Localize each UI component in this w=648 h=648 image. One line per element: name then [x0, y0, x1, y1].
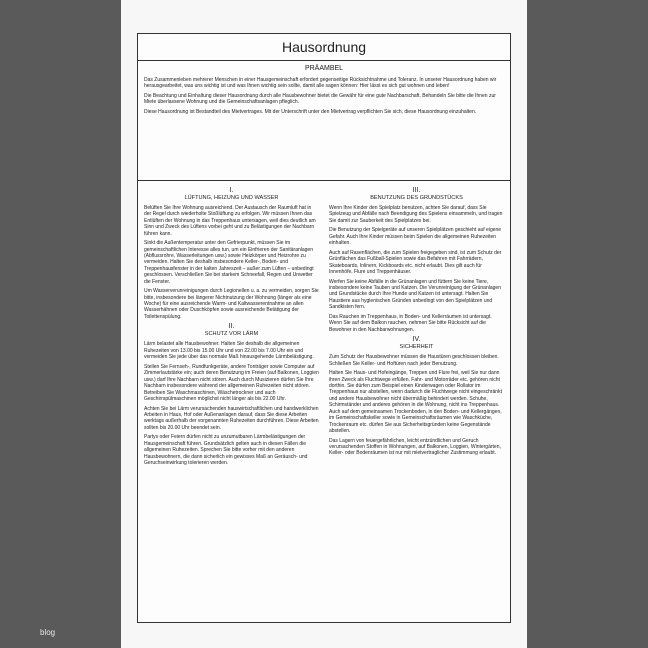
preamble-section — [138, 61, 510, 181]
paragraph: Das Rauchen im Treppenhaus, in Boden- und Kellerräumen ist untersagt. Wenn Sie auf dem Balkon rauchen, nehmen Sie bitte Rücksicht auf die Bewohner in den Nachbarwohnungen. — [329, 313, 492, 333]
watermark-label: blog — [40, 628, 56, 637]
title-bar — [138, 34, 510, 61]
section-heading-ventilation: LÜFTUNG, HEIZUNG UND WASSER — [184, 195, 279, 201]
paragraph: Halten Sie Haus- und Hofeingänge, Treppen und Flure frei, weil Sie nur dann ihren Zweck als Fluchtwege erfüllen. Fahr- und Motorräder etc. gehören nicht dorthin. Sie dürfen zum Beispiel einen Kinderwagen oder Rollator im Treppenhaus nur abstellen, wenn dadurch die Fluchtwege nicht eingeschränkt und andere Hausbewohner nicht übermäßig behindert werden. Schuhe, Schirmständer und anderes gehören in die Wohnung, nicht ins Treppenhaus. Auch auf dem gemeinsamen Trockenboden, in den Boden- und Kellergängen, im Gemeinschaftskeller sowie in Gemeinschaftsräumen wie Waschküche, Trockenraum etc. dürfen Sie aus Sicherheitsgründen keine Gegenstände abstellen. — [329, 370, 502, 434]
section-heading-safety: SICHERHEIT — [399, 344, 434, 351]
paragraph: Stellen Sie Fernseh-, Rundfunkgeräte, andere Tonträger sowie Computer auf Zimmerlautstärke ein; auch deren Benutzung im Freien (auf Balkonen, Loggien usw.) darf Ihre Nachbarn nicht stören. Auch durch Musizieren dürfen Sie Ihre Nachbarn insbesondere während der allgemeinen Ruhezeiten nicht stören. Betreiben Sie Waschmaschinen, Wäschetrockner und auch Geschirrspülmaschinen möglichst nicht länger als bis 22.00 Uhr. — [144, 363, 319, 402]
section-numeral: I. — [229, 187, 234, 194]
paragraph: Achten Sie bei Lärm verursachenden hauswirtschaftlichen und handwerklichen Arbeiten in Haus, Hof oder Außenanlagen darauf, dass Sie diese Arbeiten werktags außerhalb der vorgenannten Ruhezeiten durchführen. Diese Arbeiten sollten bis 20.00 Uhr beendet sein. — [144, 405, 319, 431]
paragraph: Belüften Sie Ihre Wohnung ausreichend. Der Austausch der Raumluft hat in der Regel durch wiederholte Stoßlüftung zu erfolgen. Wir müssen Ihnen das Entlüften der Wohnung in das Treppenhaus untersagen, weil dies deutlich am Sinn und Zweck des Lüftens vorbei geht und zu Belästigungen der Nachbarn führen kann. — [144, 205, 316, 237]
left-column — [144, 187, 324, 470]
paragraph: Lärm belastet alle Hausbewohner. Halten Sie deshalb die allgemeinen Ruhezeiten von 13.00 bis 15.00 Uhr und von 22.00 bis 7.00 Uhr ein und vermeiden Sie jede über das normale Maß hinausgehende Lärmbelästigung. — [144, 341, 314, 361]
paragraph: Partys oder Feiern dürfen nicht zu unzumutbaren Lärmbelästigungen der Hausgemeinschaft führen. Grundsätzlich gelten auch in diesen Fällen die allgemeinen Ruhezeiten. Sprechen Sie bitte vorher mit den anderen Hausbewohnern, die dann sicherlich ein gewisses Maß an Geräusch- und Geruchseinwirkung tolerieren werden. — [144, 434, 308, 466]
section-numeral: III. — [412, 187, 421, 194]
section-numeral: IV. — [412, 336, 421, 344]
paragraph: Um Wasserverunreinigungen durch Legionellen u. a. zu vermeiden, sorgen Sie bitte, insbesondere bei längerer Nichtnutzung der Wohnung (länger als eine Woche) für eine ausreichende Warm- und Kaltwasserentnahme an allen Wasserhähnen oder Duschköpfen sowie ausreichende Betätigung der Toilettenspülung. — [144, 288, 319, 320]
two-column-body — [138, 181, 510, 470]
section-heading-property-use: BENUTZUNG DES GRUNDSTÜCKS — [370, 195, 463, 201]
paragraph: Die Benutzung der Spielgeräte auf unseren Spielplätzen geschieht auf eigene Gefahr. Auch Ihre Kinder müssen beim Spielen die allgemeinen Ruhezeiten einhalten. — [329, 227, 502, 247]
preamble-heading: PRÄAMBEL — [304, 65, 344, 72]
paragraph: Diese Hausordnung ist Bestandteil des Mietvertrages. Mit der Unterschrift unter den Mietvertrag verpflichten Sie sich, diese Hausordnung einzuhalten. — [144, 109, 477, 115]
paragraph: Das Lagern von feuergefährlichen, leicht entzündlichen und Geruch verursachenden Stoffen in Wohnungen, auf Balkonen, Loggien, Wintergärten, Keller- oder Bodenräumen ist nur mit mietvertraglicher Zustimmung erlaubt. — [329, 437, 501, 457]
paragraph: Zum Schutz der Hausbewohner müssen die Haustüren geschlossen bleiben. Schließen Sie Keller- und Hoftüren nach jeder Benutzung. — [329, 354, 499, 367]
section-heading-noise: SCHUTZ VOR LÄRM — [204, 331, 259, 338]
right-column — [324, 187, 504, 470]
paragraph: Das Zusammenleben mehrerer Menschen in einer Hausgemeinschaft erfordert gegenseitige Rücksichtnahme und Toleranz. In unserer Hausordnung haben wir herausgearbeitet, was uns wichtig ist und was Ihnen wichtig sein sollte, damit alle sagen können: Hier lässt es sich gut wohnen und leben! — [144, 77, 497, 90]
paragraph: Werfen Sie keine Abfälle in die Grünanlagen und füttern Sie keine Tiere, insbesondere keine Tauben und Katzen. Die Verunreinigung der Grünanlagen und Grundstücke durch Ihre Hunde und Katzen ist untersagt. Halten Sie Haustiere aus hygienischen Gründen unbedingt von den Spielplätzen und Sandkisten fern. — [329, 278, 501, 311]
paragraph: Auch auf Rasenflächen, die zum Spielen freigegeben sind, ist zum Schutz der Grünflächen das Fußball-Spielen sowie das Befahren mit Fahrrädern, Skateboards, Inlinern, Kickboards etc. nicht erlaubt. Dies gilt auch für Innenhöfe, Flure und Treppenhäuser. — [329, 249, 502, 276]
section-numeral: II. — [228, 323, 235, 331]
house-rules-document — [137, 33, 511, 623]
paragraph: Die Beachtung und Einhaltung dieser Hausordnung durch alle Hausbewohner bietet die Gewähr für eine gute Nachbarschaft. Behandeln Sie bitte die Ihnen zur Miete überlassene Wohnung und die Gemeinschaftsanlagen pfleglich. — [144, 93, 496, 106]
document-title: Hausordnung — [281, 39, 367, 55]
paragraph: Sinkt die Außentemperatur unter den Gefrierpunkt, müssen Sie im gemeinschaftlichen Interesse alles tun, um ein Einfrieren der Sanitäranlagen (Abflussrohre, Wasserleitungen usw.) sowie Heizkörper und Heizrohre zu vermeiden. Halten Sie deshalb insbesondere Keller-, Boden- und Treppenhausfenster in der kalten Jahreszeit – außer zum Lüften – unbedingt geschlossen. Verschließen Sie bei starkem Schneefall, Regen und Unwetter die Fenster. — [144, 240, 314, 285]
paragraph: Wenn Ihre Kinder den Spielplatz benutzen, achten Sie darauf, dass Sie Spielzeug und Abfälle nach Beendigung des Spielens einsammeln, und tragen Sie damit zur Sauberkeit des Spielplatzes bei. — [329, 205, 503, 224]
